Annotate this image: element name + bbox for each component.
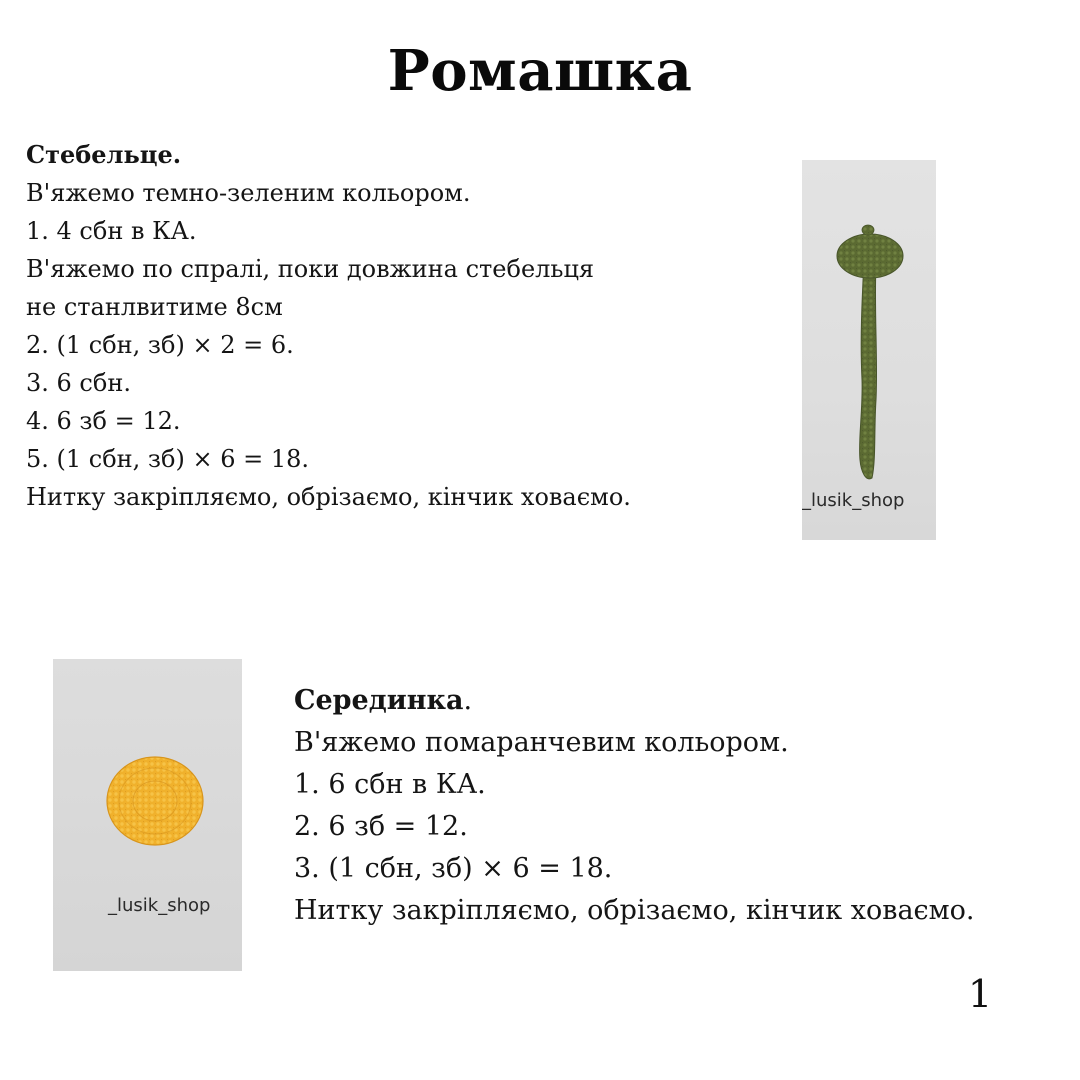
center-line: В'яжемо помаранчевим кольором.: [294, 727, 789, 758]
center-instructions: [294, 680, 975, 932]
stem-cap: [837, 234, 903, 278]
stem-body: [860, 260, 877, 479]
center-heading-dot: .: [463, 685, 473, 716]
center-heading-row: [294, 680, 975, 722]
stem-line: Нитку закріпляємо, обрізаємо, кінчик ховаємо.: [26, 483, 631, 511]
center-photo: [53, 659, 242, 971]
page-number: 1: [968, 972, 993, 1016]
crochet-center-image: [53, 659, 242, 971]
page-title: Ромашка: [387, 38, 693, 104]
center-watermark: _lusik_shop: [108, 895, 211, 916]
center-disc: [107, 757, 203, 845]
center-line: 3. (1 сбн, зб) × 6 = 18.: [294, 853, 613, 884]
stem-photo: [802, 160, 936, 540]
stem-line: 3. 6 сбн.: [26, 369, 131, 397]
stem-line: 4. 6 зб = 12.: [26, 407, 181, 435]
center-line: 1. 6 сбн в КА.: [294, 769, 486, 800]
stem-line: 2. (1 сбн, зб) × 2 = 6.: [26, 331, 294, 359]
center-heading: Серединка: [294, 685, 464, 716]
center-line: Нитку закріпляємо, обрізаємо, кінчик ховаємо.: [294, 895, 975, 926]
stem-line: не станлвитиме 8см: [26, 293, 283, 321]
crochet-stem-image: [802, 160, 936, 540]
stem-line: 5. (1 сбн, зб) × 6 = 18.: [26, 445, 310, 473]
center-line: 2. 6 зб = 12.: [294, 811, 468, 842]
stem-line: В'яжемо по спралі, поки довжина стебельця: [26, 255, 595, 283]
stem-instructions: [26, 136, 631, 516]
stem-line: 1. 4 сбн в КА.: [26, 217, 197, 245]
stem-heading: Стебельце.: [26, 140, 182, 169]
stem-watermark: _lusik_shop: [802, 490, 905, 511]
stem-line: В'яжемо темно-зеленим кольором.: [26, 179, 471, 207]
